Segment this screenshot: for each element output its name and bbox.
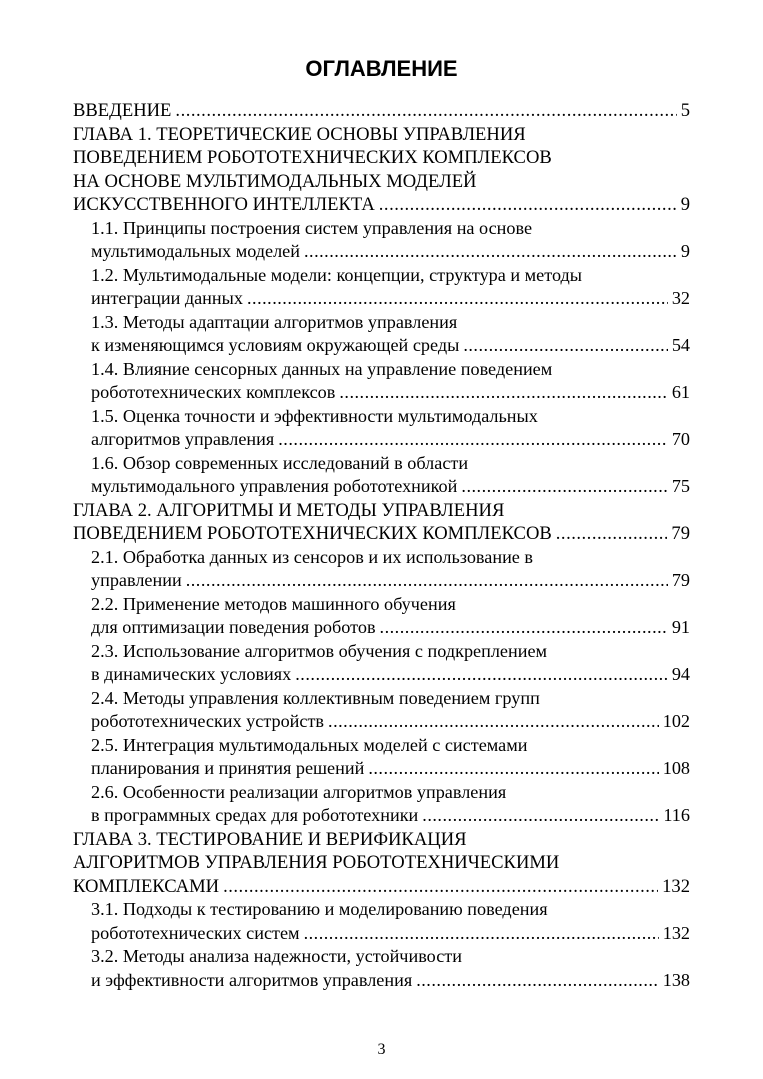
toc-section-entry[interactable] <box>73 734 690 781</box>
toc-entry-text: ГЛАВА 1. ТЕОРЕТИЧЕСКИЕ ОСНОВЫ УПРАВЛЕНИЯ <box>73 123 526 145</box>
toc-page-number: 79 <box>671 570 690 590</box>
toc-page-number: 108 <box>662 758 690 778</box>
toc-line <box>73 898 690 922</box>
toc-page-number: 138 <box>662 969 690 990</box>
toc-line <box>73 428 690 452</box>
toc-section-entry[interactable] <box>73 546 690 593</box>
toc-entry-text: ПОВЕДЕНИЕМ РОБОТОТЕХНИЧЕСКИХ КОМПЛЕКСОВ <box>73 523 552 544</box>
toc-page-number: 94 <box>671 664 690 684</box>
toc-page-number: 70 <box>671 429 690 449</box>
dot-leader <box>295 663 668 687</box>
toc-line <box>73 499 690 523</box>
toc-section-entry[interactable] <box>73 264 690 311</box>
toc-entry-text: 1.1. Принципы построения систем управления на основе <box>91 217 533 238</box>
dot-leader <box>247 287 668 311</box>
toc-entry-text: мультимодальных моделей <box>91 241 300 261</box>
toc-page-number: 54 <box>671 335 690 355</box>
toc-line <box>73 663 690 687</box>
toc-line <box>73 264 690 288</box>
toc-entry-text: к изменяющимся условиям окружающей среды <box>91 335 460 355</box>
toc-line <box>73 99 690 123</box>
toc-page-number: 91 <box>671 617 690 637</box>
toc-line <box>73 710 690 734</box>
toc-entry-text: в динамических условиях <box>91 664 292 684</box>
toc-line <box>73 334 690 358</box>
toc-chapter-entry[interactable] <box>73 828 690 899</box>
toc-entry-text: алгоритмов управления <box>91 429 275 449</box>
toc-section-entry[interactable] <box>73 945 690 992</box>
page-title: ОГЛАВЛЕНИЕ <box>305 56 458 81</box>
dot-leader <box>380 616 668 640</box>
toc-line <box>73 687 690 711</box>
toc-line <box>73 475 690 499</box>
toc-line <box>73 452 690 476</box>
toc-chapter-entry[interactable] <box>73 99 690 123</box>
toc-entry-text: интеграции данных <box>91 288 243 308</box>
toc-line <box>73 969 690 993</box>
toc-line <box>73 781 690 805</box>
dot-leader <box>463 334 667 358</box>
toc-line <box>73 922 690 946</box>
toc-entry-text: ГЛАВА 2. АЛГОРИТМЫ И МЕТОДЫ УПРАВЛЕНИЯ <box>73 499 505 521</box>
toc-entry-text: робототехнических комплексов <box>91 382 336 402</box>
toc-line <box>73 804 690 828</box>
table-of-contents <box>73 99 690 992</box>
toc-line <box>73 828 690 852</box>
toc-entry-text: 1.3. Методы адаптации алгоритмов управления <box>91 311 458 332</box>
toc-page-number: 61 <box>671 382 690 402</box>
toc-section-entry[interactable] <box>73 898 690 945</box>
toc-page-number: 102 <box>662 711 690 731</box>
toc-page-number: 132 <box>662 875 690 897</box>
dot-leader <box>175 99 676 123</box>
toc-line <box>73 734 690 758</box>
toc-entry-text: и эффективности алгоритмов управления <box>91 969 413 990</box>
toc-section-entry[interactable] <box>73 311 690 358</box>
toc-line <box>73 146 690 170</box>
dot-leader <box>379 193 677 217</box>
toc-line <box>73 640 690 664</box>
toc-entry-text: НА ОСНОВЕ МУЛЬТИМОДАЛЬНЫХ МОДЕЛЕЙ <box>73 170 477 192</box>
toc-page-number: 132 <box>662 922 690 943</box>
toc-section-entry[interactable] <box>73 217 690 264</box>
dot-leader <box>416 969 659 993</box>
toc-page-number: 9 <box>680 194 690 215</box>
dot-leader <box>368 757 658 781</box>
toc-chapter-entry[interactable] <box>73 123 690 217</box>
toc-line <box>73 616 690 640</box>
toc-entry-text: 3.2. Методы анализа надежности, устойчивости <box>91 946 462 966</box>
toc-line <box>73 945 690 969</box>
dot-leader <box>186 569 668 593</box>
toc-entry-text: 2.3. Использование алгоритмов обучения с подкреплением <box>91 640 548 661</box>
toc-line <box>73 381 690 405</box>
toc-line <box>73 123 690 147</box>
toc-line <box>73 193 690 217</box>
dot-leader <box>556 522 668 546</box>
dot-leader <box>461 475 667 499</box>
toc-entry-text: КОМПЛЕКСАМИ <box>73 875 220 897</box>
toc-page-number: 5 <box>680 100 690 121</box>
toc-entry-text: 1.5. Оценка точности и эффективности мультимодальных <box>91 405 538 426</box>
toc-entry-text: в программных средах для робототехники <box>91 805 419 825</box>
toc-page-number: 75 <box>671 476 690 496</box>
toc-entry-text: 2.6. Особенности реализации алгоритмов управления <box>91 781 507 802</box>
toc-page-number: 79 <box>671 523 690 544</box>
toc-line <box>73 358 690 382</box>
toc-line <box>73 851 690 875</box>
toc-entry-text: мультимодального управления робототехникой <box>91 476 458 496</box>
toc-section-entry[interactable] <box>73 405 690 452</box>
toc-entry-text: ГЛАВА 3. ТЕСТИРОВАНИЕ И ВЕРИФИКАЦИЯ <box>73 828 467 850</box>
dot-leader <box>304 922 659 946</box>
toc-page-number: 9 <box>680 241 690 261</box>
toc-entry-text: управлении <box>91 570 182 590</box>
dot-leader <box>422 804 659 828</box>
toc-entry-text: для оптимизации поведения роботов <box>91 617 376 637</box>
dot-leader <box>304 240 677 264</box>
toc-entry-text: 1.6. Обзор современных исследований в области <box>91 452 469 473</box>
toc-line <box>73 522 690 546</box>
dot-leader <box>339 381 667 405</box>
toc-entry-text: 2.1. Обработка данных из сенсоров и их использование в <box>91 546 534 567</box>
dot-leader <box>223 875 658 899</box>
toc-section-entry[interactable] <box>73 358 690 405</box>
toc-line <box>73 405 690 429</box>
toc-line <box>73 240 690 264</box>
toc-section-entry[interactable] <box>73 781 690 828</box>
toc-entry-text: 2.4. Методы управления коллективным поведением групп <box>91 687 540 708</box>
toc-chapter-entry[interactable] <box>73 499 690 546</box>
toc-entry-text: ПОВЕДЕНИЕМ РОБОТОТЕХНИЧЕСКИХ КОМПЛЕКСОВ <box>73 147 552 168</box>
toc-section-entry[interactable] <box>73 593 690 640</box>
toc-line <box>73 875 690 899</box>
toc-page-number: 116 <box>663 805 690 825</box>
page-number: 3 <box>377 1041 386 1058</box>
toc-entry-text: 2.2. Применение методов машинного обучения <box>91 593 456 614</box>
toc-page-number: 32 <box>671 288 690 308</box>
toc-entry-text: 2.5. Интеграция мультимодальных моделей с системами <box>91 734 528 755</box>
toc-entry-text: АЛГОРИТМОВ УПРАВЛЕНИЯ РОБОТОТЕХНИЧЕСКИМИ <box>73 852 560 873</box>
dot-leader <box>278 428 668 452</box>
toc-entry-text: робототехнических систем <box>91 922 300 943</box>
toc-entry-text: ИСКУССТВЕННОГО ИНТЕЛЛЕКТА <box>73 194 375 215</box>
toc-section-entry[interactable] <box>73 640 690 687</box>
toc-entry-text: 1.4. Влияние сенсорных данных на управление поведением <box>91 358 553 379</box>
toc-entry-text: ВВЕДЕНИЕ <box>73 100 172 121</box>
toc-line <box>73 757 690 781</box>
toc-line <box>73 593 690 617</box>
toc-line <box>73 287 690 311</box>
toc-line <box>73 217 690 241</box>
toc-section-entry[interactable] <box>73 452 690 499</box>
toc-entry-text: планирования и принятия решений <box>91 758 365 778</box>
toc-line <box>73 546 690 570</box>
dot-leader <box>328 710 659 734</box>
toc-entry-text: 1.2. Мультимодальные модели: концепции, структура и методы <box>91 264 583 285</box>
toc-line <box>73 311 690 335</box>
toc-line <box>73 170 690 194</box>
toc-section-entry[interactable] <box>73 687 690 734</box>
toc-entry-text: робототехнических устройств <box>91 711 325 731</box>
toc-entry-text: 3.1. Подходы к тестированию и моделированию поведения <box>91 899 548 919</box>
toc-line <box>73 569 690 593</box>
